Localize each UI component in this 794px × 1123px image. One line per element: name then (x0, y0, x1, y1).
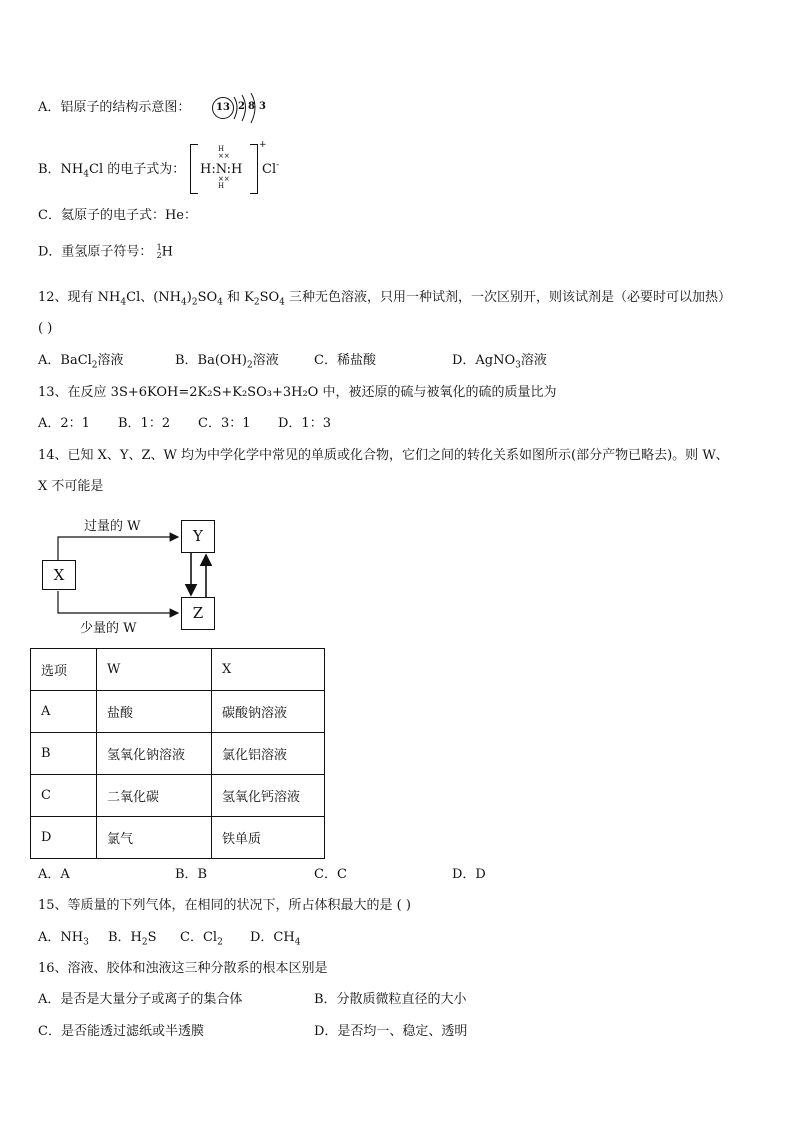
table-header-row (31, 649, 325, 691)
q12-stem: 12、现有 $NH_4Cl$、$(NH_4)_2SO_4$ 和 $K_2SO_4$ 三种无色溶液，只用一种试剂，一次区别开，则该试剂是（必要时可以加热） (38, 290, 732, 308)
table-cell: 氯气 (97, 817, 212, 859)
label-little-w: 少量的 W (80, 621, 137, 636)
aluminum-atom-structure (210, 93, 280, 125)
al-nucleus: 13 (212, 97, 234, 119)
left-bracket (190, 144, 198, 194)
q14-option-d: D．D (452, 867, 486, 882)
q11-option-d: D．重氢原子符号： 1 2H (38, 243, 174, 260)
node-y: Y (181, 520, 215, 553)
node-x: X (42, 560, 76, 590)
q13-option-a: A．2：1 (38, 416, 90, 431)
q15-option-c: C．$Cl_2$ (180, 930, 223, 948)
q11-option-c: C．氦原子的电子式：He： (38, 208, 197, 223)
table-cell: 碳酸钠溶液 (212, 691, 325, 733)
table-header-cell: W (97, 649, 212, 691)
q14-options-table (30, 648, 325, 859)
table-cell: 氯化铝溶液 (212, 733, 325, 775)
table-header-cell: X (212, 649, 325, 691)
q15-option-a: A．$NH_3$ (38, 930, 89, 948)
q16-option-a: A．是否是大量分子或离子的集合体 (38, 992, 243, 1007)
table-cell: D (31, 817, 97, 859)
q12-option-c: C．稀盐酸 (314, 353, 376, 368)
label-excess-w: 过量的 W (84, 519, 141, 534)
q14-option-c: C．C (314, 867, 347, 882)
chloride-anion: Cl- (262, 160, 280, 177)
ammonium-formula: H:N:H (200, 162, 243, 177)
q14-option-b: B．B (175, 867, 208, 882)
q13-option-d: D．1：3 (278, 416, 331, 431)
electron-dots-top: H ×× (218, 145, 230, 160)
table-cell: 二氧化碳 (97, 775, 212, 817)
q14-stem-line2: X 不可能是 (38, 479, 104, 494)
q16-stem: 16、溶液、胶体和浊液这三种分散系的根本区别是 (38, 961, 328, 976)
q13-stem: 13、在反应 3S+6KOH=2K₂S+K₂SO₃+3H₂O 中，被还原的硫与被氧化的硫的质量比为 (38, 385, 557, 400)
table-cell: A (31, 691, 97, 733)
q12-option-d: D．AgNO$_3$溶液 (452, 353, 547, 371)
table-cell: C (31, 775, 97, 817)
table-cell: 氢氧化钠溶液 (97, 733, 212, 775)
table-cell: 氢氧化钙溶液 (212, 775, 325, 817)
q14-option-a: A．A (38, 867, 70, 882)
q12-answer-paren: ( ) (38, 321, 53, 336)
table-cell: B (31, 733, 97, 775)
cation-charge: + (259, 140, 267, 150)
q16-option-b: B．分散质微粒直径的大小 (314, 992, 467, 1007)
q13-option-c: C．3：1 (198, 416, 251, 431)
table-header-cell: 选项 (31, 649, 97, 691)
electron-dots-bottom: ×× H (218, 175, 230, 190)
q11-option-b: B．$NH_4Cl$ 的电子式为： (38, 162, 186, 180)
nh4cl-electron-formula (190, 142, 290, 196)
table-cell: 盐酸 (97, 691, 212, 733)
q12-option-b: B．$Ba(OH)_2$溶液 (175, 353, 279, 371)
al-shell-1: 2 (238, 101, 245, 112)
isotope-numbers: 1 2 (156, 243, 162, 260)
table-row (31, 691, 325, 733)
q13-option-b: B．1：2 (118, 416, 171, 431)
table-row (31, 733, 325, 775)
node-z: Z (181, 597, 215, 630)
q11-option-a-text: A．铝原子的结构示意图： (38, 100, 191, 115)
q12-option-a: A．BaCl$_2$溶液 (38, 353, 124, 371)
q16-option-c: C．是否能透过滤纸或半透膜 (38, 1024, 204, 1039)
al-shell-3: 3 (259, 101, 266, 112)
q11-option-a (38, 100, 190, 116)
conversion-diagram (40, 515, 240, 635)
table-row (31, 775, 325, 817)
al-shell-2: 8 (248, 101, 255, 112)
q14-stem-line1: 14、已知 X、Y、Z、W 均为中学化学中常见的单质或化合物，它们之间的转化关系如图所示(部分产物已略去)。则 W、 (38, 448, 729, 463)
q15-stem: 15、等质量的下列气体，在相同的状况下，所占体积最大的是 ( ) (38, 898, 411, 913)
table-cell: 铁单质 (212, 817, 325, 859)
q16-option-d: D．是否均一、稳定、透明 (314, 1024, 468, 1039)
q15-option-b: B．$H_2S$ (108, 930, 157, 948)
electron-shell-arcs-icon (210, 93, 280, 125)
right-bracket (250, 144, 258, 194)
q15-option-d: D．$CH_4$ (250, 930, 301, 948)
table-row (31, 817, 325, 859)
